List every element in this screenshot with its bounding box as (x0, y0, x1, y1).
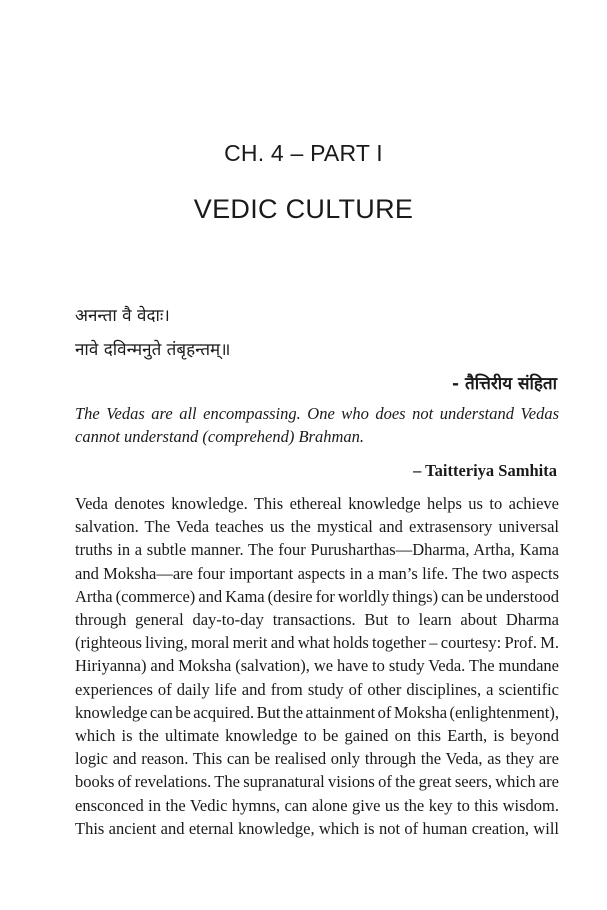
sanskrit-verse-line-2: नावे दविन्मनुते तंबृहन्तम्॥ (75, 340, 231, 360)
body-line: truths in a subtle manner. The four Purusharthas—Dharma, Artha, Kama (75, 540, 559, 560)
body-paragraph (75, 492, 559, 840)
body-line: Veda denotes knowledge. This ethereal knowledge helps us to achieve (75, 494, 559, 513)
chapter-title: VEDIC CULTURE (193, 194, 414, 224)
body-line: through general day-to-day transactions. But to learn about Dharma (75, 610, 559, 630)
verse-translation: The Vedas are all encompassing. One who does not understand Vedas cannot understand (comprehend) Brahman. (75, 404, 559, 446)
translation-attribution: – Taitteriya Samhita (413, 461, 557, 480)
body-line: Artha (commerce) and Kama (desire for worldly things) can be understood (75, 586, 559, 606)
body-line: (righteous living, moral merit and what holds together – courtesy: Prof. M. (75, 633, 559, 653)
body-line: books of revelations. The supranatural visions of the great seers, which are (75, 772, 559, 792)
body-line: salvation. The Veda teaches us the mystical and extrasensory universal (75, 517, 559, 537)
body-line: knowledge can be acquired. But the attainment of Moksha (enlightenment), (75, 702, 559, 722)
body-line: This ancient and eternal knowledge, which is not of human creation, will (75, 818, 559, 838)
sanskrit-attribution: - तैत्तिरीय संहिता (452, 374, 557, 394)
sanskrit-verse-line-1: अनन्ता वै वेदाः। (75, 306, 170, 326)
body-line: which is the ultimate knowledge to be gained on this Earth, is beyond (75, 726, 559, 746)
body-line: Hiriyanna) and Moksha (salvation), we have to study Veda. The mundane (75, 656, 559, 676)
body-line: ensconced in the Vedic hymns, can alone give us the key to this wisdom. (75, 795, 559, 815)
body-line: and Moksha—are four important aspects in a man’s life. The two aspects (75, 563, 559, 583)
chapter-label: CH. 4 – PART I (224, 140, 383, 166)
body-line: logic and reason. This can be realised only through the Veda, as they are (75, 749, 559, 769)
body-line: experiences of daily life and from study of other disciplines, a scientific (75, 679, 559, 699)
